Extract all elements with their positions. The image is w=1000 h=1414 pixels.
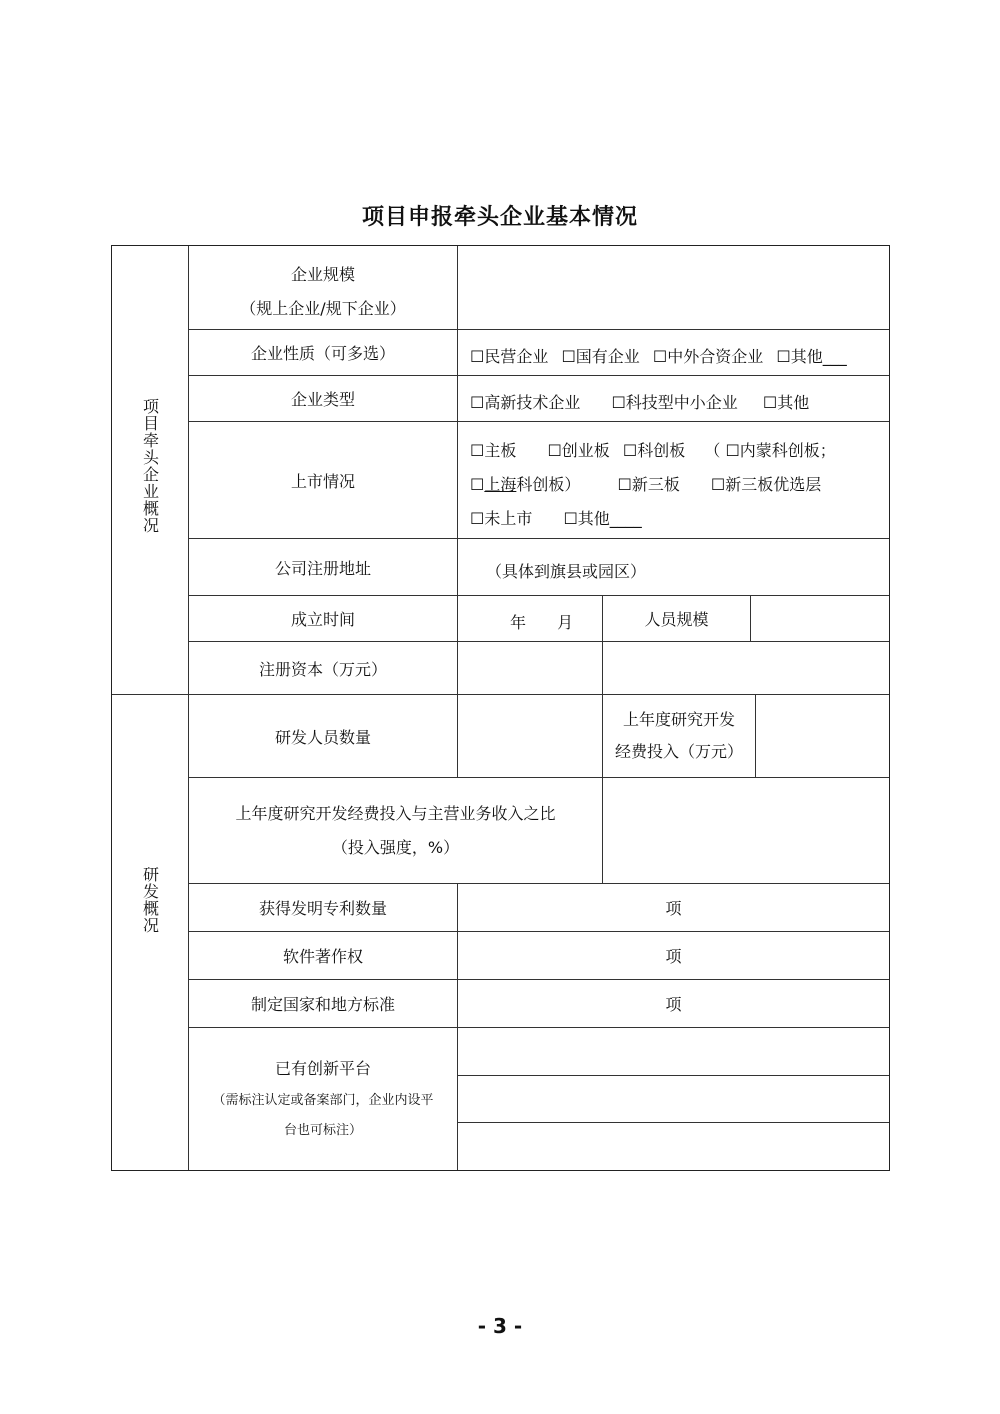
standards-field[interactable]: 项 — [665, 995, 682, 1014]
nature-option-private[interactable]: ☐民营企业 — [470, 347, 549, 366]
enterprise-scale-label-line1: 企业规模 — [290, 264, 355, 284]
rd-investment-label-line1: 上年度研究开发 — [622, 710, 735, 729]
registered-capital-label: 注册资本（万元） — [258, 659, 387, 679]
section-label-rd — [141, 866, 161, 934]
nature-option-state[interactable]: ☐国有企业 — [561, 347, 640, 366]
section-label-company-text: 项目牵头企业概况 — [142, 397, 159, 535]
listing-option-neeq-select[interactable]: ☐新三板优选层 — [710, 475, 822, 494]
innovation-platform-label — [189, 1028, 457, 1170]
founded-date-label: 成立时间 — [290, 610, 355, 629]
section-label-company — [141, 398, 161, 534]
staff-size-field[interactable] — [751, 596, 889, 641]
listing-option-star[interactable]: ☐科创板 — [622, 441, 686, 460]
innovation-platform-label-title: 已有创新平台 — [274, 1059, 371, 1078]
listing-option-other[interactable]: ☐其他____ — [563, 509, 642, 528]
listing-option-shanghai-box: ☐ — [470, 475, 485, 494]
listing-option-shanghai-underlined: 上海 — [484, 475, 517, 494]
listing-options-line2 — [470, 472, 821, 495]
enterprise-scale-label-line2: （规上企业/规下企业） — [240, 298, 406, 318]
founded-month-unit: 月 — [557, 613, 574, 632]
staff-size-label: 人员规模 — [644, 610, 709, 629]
listing-option-unlisted[interactable]: ☐未上市 — [470, 509, 533, 528]
listing-option-shanghai[interactable] — [470, 475, 580, 494]
listing-status-label: 上市情况 — [290, 471, 355, 491]
standards-label: 制定国家和地方标准 — [250, 995, 395, 1014]
rd-staff-field[interactable] — [458, 695, 602, 777]
listing-options-line1 — [470, 438, 836, 461]
rd-staff-label: 研发人员数量 — [274, 727, 371, 747]
registered-capital-field[interactable] — [458, 642, 889, 694]
software-copyright-label: 软件著作权 — [282, 947, 363, 966]
listing-option-neeq[interactable]: ☐新三板 — [617, 475, 680, 494]
innovation-platform-field-3[interactable] — [458, 1123, 889, 1170]
listing-option-inner-mongolia[interactable]: （ ☐内蒙科创板； — [704, 441, 836, 460]
listing-option-chinext[interactable]: ☐创业板 — [547, 441, 610, 460]
type-option-hightech[interactable]: ☐高新技术企业 — [470, 393, 581, 412]
form-title: 项目申报牵头企业基本情况 — [361, 204, 638, 230]
enterprise-scale-label — [189, 246, 457, 329]
rd-investment-field[interactable] — [756, 695, 889, 777]
page-number: - 3 - — [477, 1314, 523, 1338]
enterprise-type-label: 企业类型 — [290, 390, 355, 409]
type-option-other[interactable]: ☐其他 — [762, 393, 810, 412]
registered-address-hint[interactable]: （具体到旗县或园区） — [486, 562, 647, 581]
rd-investment-label-line2: 经费投入（万元） — [614, 742, 743, 761]
listing-option-shanghai-rest: 科创板） — [516, 475, 581, 494]
enterprise-nature-label: 企业性质（可多选） — [250, 344, 395, 363]
nature-option-other[interactable]: ☐其他___ — [776, 347, 847, 366]
founded-year-unit: 年 — [510, 613, 527, 632]
type-option-sme[interactable]: ☐科技型中小企业 — [611, 393, 738, 412]
invention-patents-field[interactable]: 项 — [665, 899, 682, 918]
registered-address-label: 公司注册地址 — [274, 558, 371, 578]
rd-intensity-label — [189, 778, 602, 883]
enterprise-nature-options — [470, 344, 847, 367]
company-info-table — [111, 245, 890, 1171]
invention-patents-label: 获得发明专利数量 — [258, 899, 387, 918]
rd-intensity-field[interactable] — [603, 778, 889, 883]
section-label-rd-text: 研发概况 — [142, 865, 159, 935]
rd-intensity-label-line1: 上年度研究开发经费投入与主营业务收入之比 — [235, 803, 556, 823]
innovation-platform-note-line1: （需标注认定或备案部门，企业内设平 — [212, 1093, 434, 1108]
rd-intensity-label-line2: （投入强度，%） — [331, 837, 460, 857]
rd-investment-label — [603, 695, 755, 777]
founded-date-field[interactable] — [510, 610, 573, 633]
enterprise-type-options — [470, 390, 809, 413]
listing-options-line3 — [470, 506, 642, 529]
innovation-platform-field-2[interactable] — [458, 1076, 889, 1122]
enterprise-scale-field[interactable] — [458, 246, 889, 329]
nature-option-joint[interactable]: ☐中外合资企业 — [652, 347, 764, 366]
listing-option-main[interactable]: ☐主板 — [470, 441, 517, 460]
software-copyright-field[interactable]: 项 — [665, 947, 682, 966]
innovation-platform-note-line2: 台也可标注） — [283, 1123, 362, 1138]
innovation-platform-field-1[interactable] — [458, 1028, 889, 1075]
